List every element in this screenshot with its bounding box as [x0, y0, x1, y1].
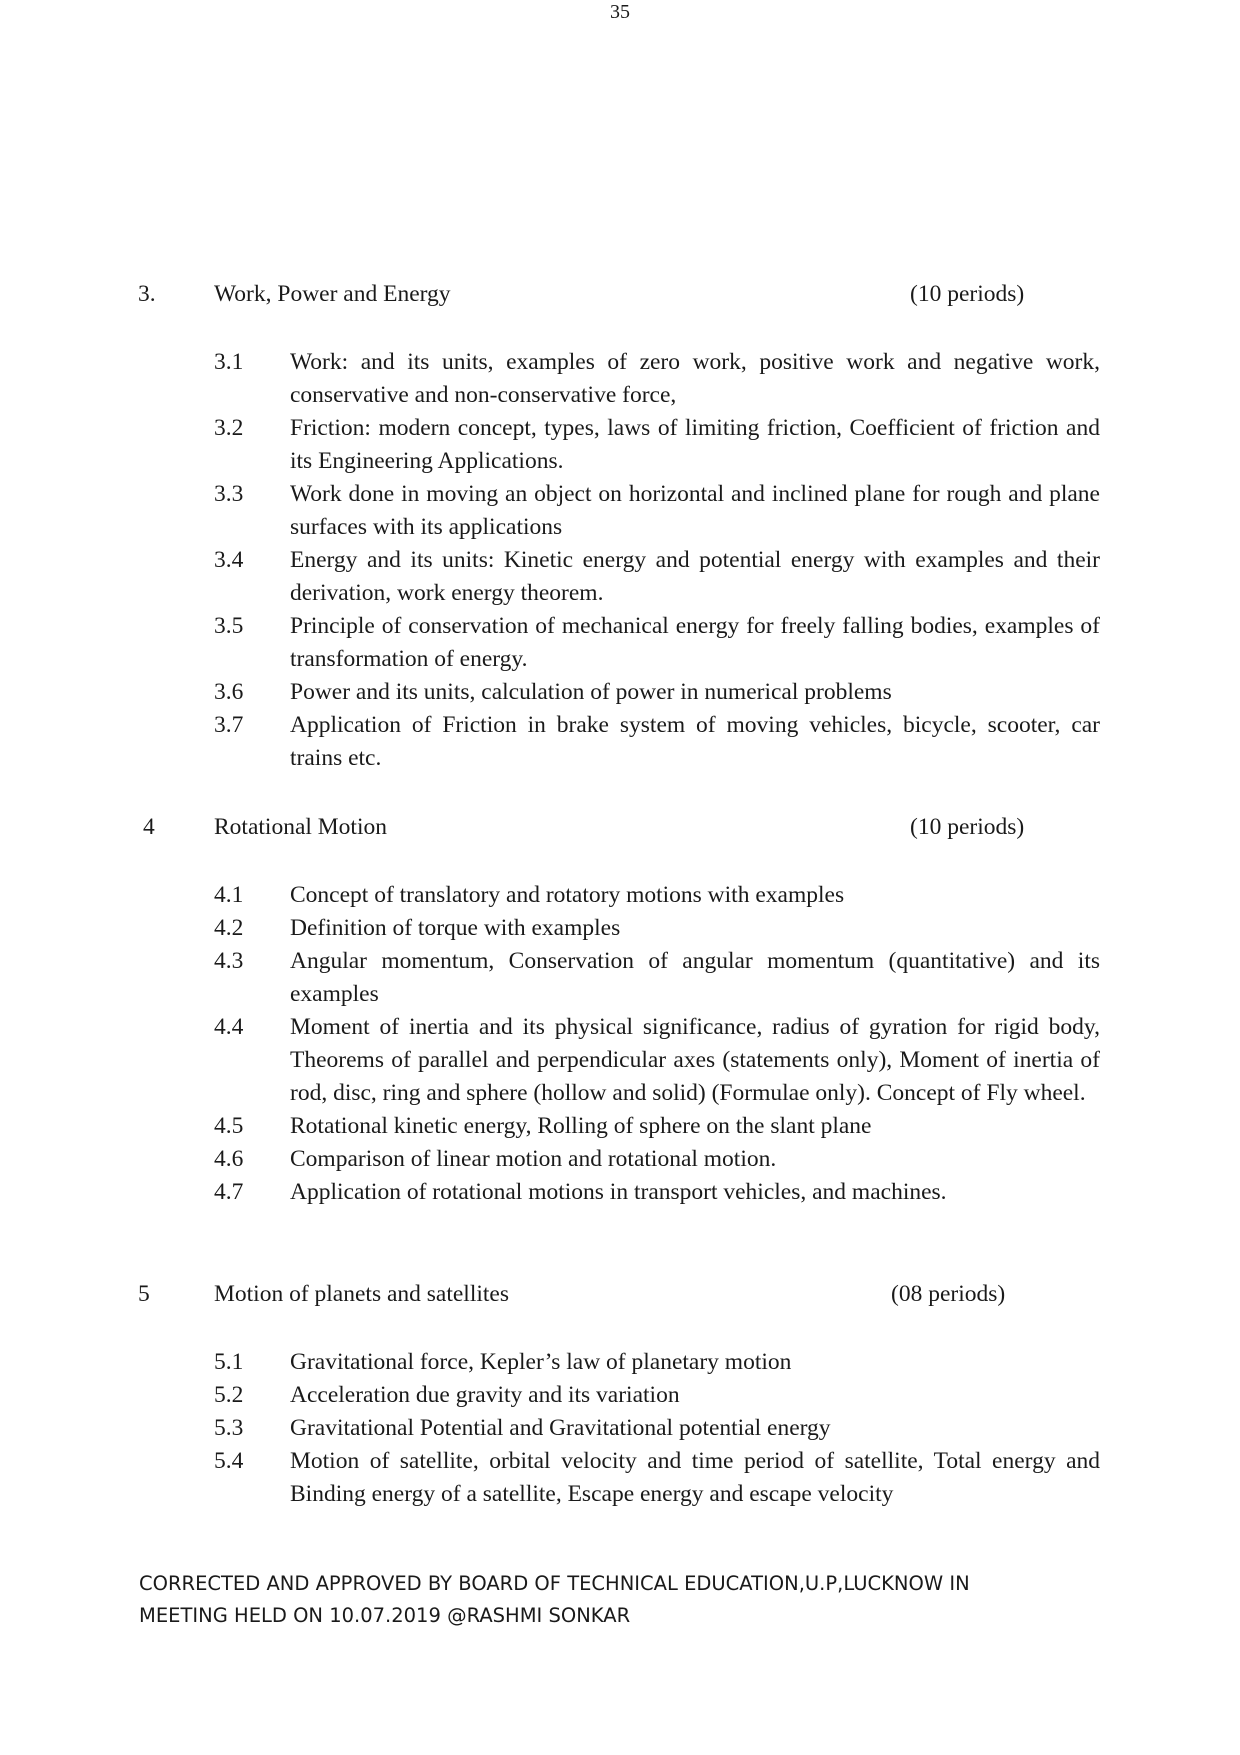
section-items — [0, 879, 1240, 1209]
item-text: Gravitational force, Kepler’s law of planetary motion — [290, 1349, 792, 1375]
item-text: Gravitational Potential and Gravitational potential energy — [290, 1415, 831, 1441]
section-heading — [0, 812, 1240, 842]
footer-line: MEETING HELD ON 10.07.2019 @RASHMI SONKAR — [139, 1604, 631, 1627]
item-number: 5.4 — [214, 1448, 244, 1474]
section-heading — [0, 279, 1240, 309]
section-periods: (08 periods) — [891, 1281, 1006, 1307]
list-item — [0, 412, 1240, 478]
list-item — [0, 544, 1240, 610]
item-text: Acceleration due gravity and its variation — [290, 1382, 680, 1408]
list-item — [0, 1011, 1240, 1110]
item-number: 4.1 — [214, 882, 244, 908]
item-number: 4.2 — [214, 915, 244, 941]
item-text: Angular momentum, Conservation of angular momentum (quantitative) and its examples — [290, 948, 1100, 1007]
section-title: Work, Power and Energy — [214, 281, 451, 307]
item-number: 4.3 — [214, 948, 244, 974]
list-item — [0, 945, 1240, 1011]
section-items — [0, 346, 1240, 775]
item-number: 3.3 — [214, 481, 244, 507]
list-item — [0, 1143, 1240, 1176]
list-item — [0, 1379, 1240, 1412]
list-item — [0, 1445, 1240, 1511]
list-item — [0, 1110, 1240, 1143]
section-number: 5 — [138, 1281, 150, 1307]
section-title: Motion of planets and satellites — [214, 1281, 510, 1307]
section-title: Rotational Motion — [214, 814, 387, 840]
section-rotational-motion — [0, 812, 1240, 1209]
item-number: 4.4 — [214, 1014, 244, 1040]
item-number: 5.2 — [214, 1382, 244, 1408]
item-number: 4.6 — [214, 1146, 244, 1172]
list-item — [0, 709, 1240, 775]
approval-footer — [139, 1568, 1139, 1632]
list-item — [0, 1412, 1240, 1445]
section-number: 3. — [138, 281, 156, 307]
section-periods: (10 periods) — [910, 814, 1025, 840]
item-text: Comparison of linear motion and rotational motion. — [290, 1146, 777, 1172]
section-planets-satellites — [0, 1279, 1240, 1511]
item-text: Work done in moving an object on horizontal and inclined plane for rough and plane surfaces with its applications — [290, 481, 1100, 540]
item-number: 5.3 — [214, 1415, 244, 1441]
item-text: Work: and its units, examples of zero work, positive work and negative work, conservative and non-conservative force, — [290, 349, 1100, 408]
item-text: Concept of translatory and rotatory motions with examples — [290, 882, 845, 908]
item-number: 3.7 — [214, 712, 244, 738]
section-number: 4 — [143, 814, 155, 840]
section-items — [0, 1346, 1240, 1511]
item-text: Power and its units, calculation of power in numerical problems — [290, 679, 892, 705]
item-number: 3.5 — [214, 613, 244, 639]
item-text: Motion of satellite, orbital velocity and time period of satellite, Total energy and Binding energy of a satellite, Escape energy and escape velocity — [290, 1448, 1100, 1507]
item-text: Definition of torque with examples — [290, 915, 621, 941]
item-text: Application of Friction in brake system of moving vehicles, bicycle, scooter, car trains etc. — [290, 712, 1100, 771]
item-text: Moment of inertia and its physical significance, radius of gyration for rigid body, Theorems of parallel and perpendicular axes (statements only), Moment of inertia of rod, disc, ring and sphere (hollow and solid) (Formulae only). Concept of Fly wheel. — [290, 1014, 1100, 1106]
item-number: 3.2 — [214, 415, 244, 441]
section-heading — [0, 1279, 1240, 1309]
list-item — [0, 676, 1240, 709]
list-item — [0, 610, 1240, 676]
list-item — [0, 346, 1240, 412]
item-number: 3.1 — [214, 349, 244, 375]
item-text: Energy and its units: Kinetic energy and potential energy with examples and their derivation, work energy theorem. — [290, 547, 1100, 606]
item-number: 4.5 — [214, 1113, 244, 1139]
item-text: Application of rotational motions in transport vehicles, and machines. — [290, 1179, 947, 1205]
list-item — [0, 478, 1240, 544]
list-item — [0, 879, 1240, 912]
item-number: 3.4 — [214, 547, 244, 573]
list-item — [0, 1176, 1240, 1209]
list-item — [0, 1346, 1240, 1379]
footer-line: CORRECTED AND APPROVED BY BOARD OF TECHNICAL EDUCATION,U.P,LUCKNOW IN — [139, 1572, 970, 1595]
section-work-power-energy — [0, 279, 1240, 775]
page-number: 35 — [610, 1, 630, 23]
item-number: 4.7 — [214, 1179, 244, 1205]
item-text: Friction: modern concept, types, laws of limiting friction, Coefficient of friction and its Engineering Applications. — [290, 415, 1100, 474]
section-periods: (10 periods) — [910, 281, 1025, 307]
item-text: Rotational kinetic energy, Rolling of sphere on the slant plane — [290, 1113, 872, 1139]
list-item — [0, 912, 1240, 945]
item-text: Principle of conservation of mechanical energy for freely falling bodies, examples of transformation of energy. — [290, 613, 1100, 672]
item-number: 5.1 — [214, 1349, 244, 1375]
item-number: 3.6 — [214, 679, 244, 705]
